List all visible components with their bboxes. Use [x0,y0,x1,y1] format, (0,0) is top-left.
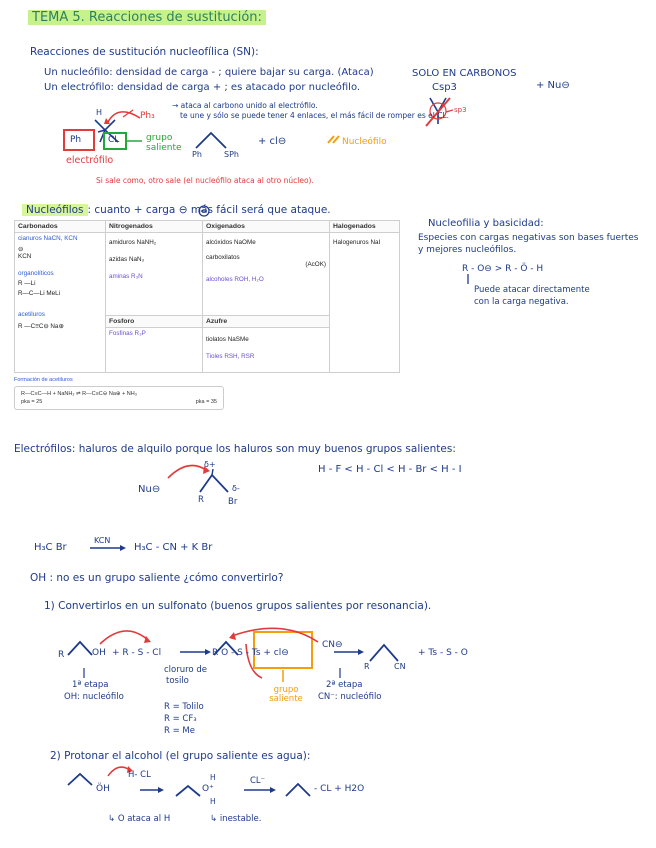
halo-halogenuros: Halogenuros NaI [333,239,381,246]
cell-azufre [203,328,330,373]
sulfonate-heading: 1) Convertirlos en un sulfonato (buenos grupos salientes por resonancia). [44,600,432,612]
r-cf3: R = CF₃ [164,714,197,724]
alkyl-halide-structure [200,475,228,492]
cn-attack-arrow [232,628,318,642]
delta-plus: δ+ [204,460,216,469]
cyanide-nucleophile: CN⊖ [322,640,343,650]
nitro-amiduros: amiduros NaNH₂ [109,239,157,246]
oxonium-h-top: H [210,773,216,782]
cloruro-label: cloruro de [164,665,207,675]
r-me: R = Me [164,726,195,736]
protonation-arrow [108,767,130,776]
nitrile-r: R [364,662,370,671]
azufre-tiolatos: tiolatos NaSMe [206,336,249,343]
nucleophiles-heading-rest: : cuanto + carga ⊖ más fácil será que ataque. [87,204,331,216]
alkyl-chloride-structure [286,784,310,796]
leaving-group-label: grupo saliente [146,133,182,153]
electrophile-nu: Nu⊖ [138,484,161,495]
cl-label: CL [108,135,120,145]
attack-note: → ataca al carbono unido al electrófilo. [172,101,318,110]
oxi-acok: (AcOK) [305,261,326,268]
unstable-note: ↳ inestable. [210,814,262,824]
page-title-text: TEMA 5. Reacciones de sustitución: [28,10,266,25]
nitrile-product-structure [370,645,398,661]
bond-note: te une y sólo se puede tener 4 enlaces, el más fácil de romper es el CL. [180,111,450,120]
cn-nucleophile-label: CN⁻: nucleófilo [318,692,382,702]
oxi-carboxilatos: carboxilatos [206,254,240,261]
r-tolilo: R = Tolilo [164,702,204,712]
o-attacks-h-note: ↳ O ataca al H [108,814,171,824]
oxonium-o: O⁺ [202,784,214,794]
fosfinas: Fosfinas R₃P [109,330,146,337]
carb-kcn: KCN [18,253,32,260]
plus-nucleophile: + Nu⊖ [536,80,570,91]
sn-red-note: Si sale como, otro sale (el nucleófilo ataca al otro núcleo). [96,176,314,185]
nucleophiles-table-wrapper [14,220,400,410]
electrophiles-heading: Electrófilos: haluros de alquilo porque los haluros son muy buenos grupos salientes: [14,443,456,455]
oxi-alcoholes: alcoholes ROH, H₂O [206,276,264,283]
cell-oxigenados [203,233,330,316]
nucleophiles-heading [22,204,331,217]
azufre-tioles: Tioles RSH, RSR [206,353,255,360]
header-nitrogenados: Nitrogenados [106,221,203,233]
sp3-label: sp3 [454,106,467,114]
conv1-r: R [58,650,65,660]
solo-carbonos: SOLO EN CARBONOS [412,68,517,79]
acetiluro-equation: R—C≡C—H + NaNH₂ ⇌ R—C≡C⊖ Na⊕ + NH₃ [21,391,137,397]
delta-minus: δ- [232,484,240,493]
methyl-bromide: H₃C Br [34,542,67,553]
carb-cn-charge: ⊖ [18,246,24,253]
nucleophilicity-equation: R - O⊖ > R - Ö - H [462,264,544,274]
header-carbonados: Carbonados [15,221,106,233]
product-ph: Ph [192,150,202,159]
csp3-label: Csp3 [432,82,457,93]
tosylation-arrow [100,631,148,644]
conv1-oh: OH [92,648,106,658]
acid-strength-order: H - F < H - Cl < H - Br < H - I [318,464,462,475]
pka-left: pka = 25 [21,399,43,405]
acetiluro-formation-box [14,386,224,410]
carb-rli: R —Li [18,280,36,287]
header-halogenados: Halogenados [330,221,400,233]
nucleophilicity-line4: con la carga negativa. [474,297,569,307]
methyl-cyanide-product: H₃C - CN + K Br [134,542,213,553]
nitrile-cn: CN [394,662,406,671]
nucleophiles-heading-highlight: Nucleófilos [22,204,88,216]
nucleophile-definition: Un nucleófilo: densidad de carga - ; quiere bajar su carga. (Ataca) [44,67,374,78]
electrophile-definition: Un electrófilo: densidad de carga + ; es atacado por nucleófilo. [44,82,361,93]
product-sph: SPh [224,150,239,159]
tosylate-leaving-group-label: grupo saliente [269,685,303,705]
header-azufre: Azufre [203,316,330,328]
nitro-azidas: azidas NaN₃ [109,256,145,263]
nucleophilicity-line2: y mejores nucleófilos. [418,245,517,255]
product-chloride: + cl⊖ [258,136,287,147]
etapa2-label: 2ª etapa [326,680,363,690]
h-label: H [96,108,103,117]
oh-question: OH : no es un grupo saliente ¿cómo convertirlo? [30,572,284,584]
sn-product-structure [196,133,226,148]
protonation-product: - CL + H2O [314,784,365,794]
carb-acetiluros: acetiluros [18,311,45,318]
cell-fosforo [106,328,203,373]
tosylate-intermediate: R O - S - Ts + cl⊖ [212,648,289,658]
oxonium-h-bottom: H [210,797,216,806]
nucleophilicity-line3: Puede atacar directamente [474,285,590,295]
protonation-oh: ÖH [96,784,110,794]
chloride-ion: CL⁻ [250,776,266,786]
oxonium-structure [176,786,200,796]
carb-acetiluro-formula: R —C≡C⊖ Na⊕ [18,323,64,330]
electrophile-br: Br [228,497,238,507]
electrophile-r: R [198,495,204,505]
carb-organoliticos: organolíticos [18,270,54,277]
etapa1-label: 1ª etapa [72,680,109,690]
acetiluro-formation-title: Formación de acetiluros [14,377,73,383]
header-oxigenados: Oxigenados [203,221,330,233]
carb-meli: R—C—Li MeLi [18,290,60,297]
tosilo-label: tosilo [166,676,189,686]
cell-halogenados [330,233,400,373]
protonation-alcohol-structure [68,774,92,785]
sn-heading: Reacciones de sustitución nucleofílica (SN): [30,46,259,58]
cell-carbonados [15,233,106,373]
nitro-aminas: aminas R₃N [109,273,143,280]
cell-nitrogenados [106,233,203,316]
sulfonate-byproduct: + Ts - S - O [418,648,468,658]
pka-right: pka = 35 [195,399,217,405]
nucleophilicity-line1: Especies con cargas negativas son bases fuertes [418,233,639,243]
protonation-heading: 2) Protonar el alcohol (el grupo saliente es agua): [50,750,311,762]
electrophile-attack-arrow [168,466,206,479]
ph3-nucleophile: Ph₃ [140,111,155,121]
pka-row [21,399,217,405]
alcohol-structure [68,642,92,655]
oxi-alcoxidos: alcóxidos NaOMe [206,239,256,246]
nucleophilicity-title: Nucleofilia y basicidad: [428,218,544,229]
ph-label: Ph [70,135,82,145]
nucleophiles-table [14,220,400,373]
nucleophile-note: Nucleófilo [342,137,387,147]
tosyl-chloride-reagent: + R - S - Cl [112,648,162,658]
hcl-reagent: H- CL [128,770,151,780]
kcn-reagent: KCN [94,536,111,545]
page-title [28,10,266,25]
oh-nucleophile-label: OH: nucleófilo [64,692,124,702]
header-fosforo: Fosforo [106,316,203,328]
carb-cianuros: cianuros NaCN, KCN [18,235,78,242]
electrophile-label: electrófilo [66,155,114,166]
